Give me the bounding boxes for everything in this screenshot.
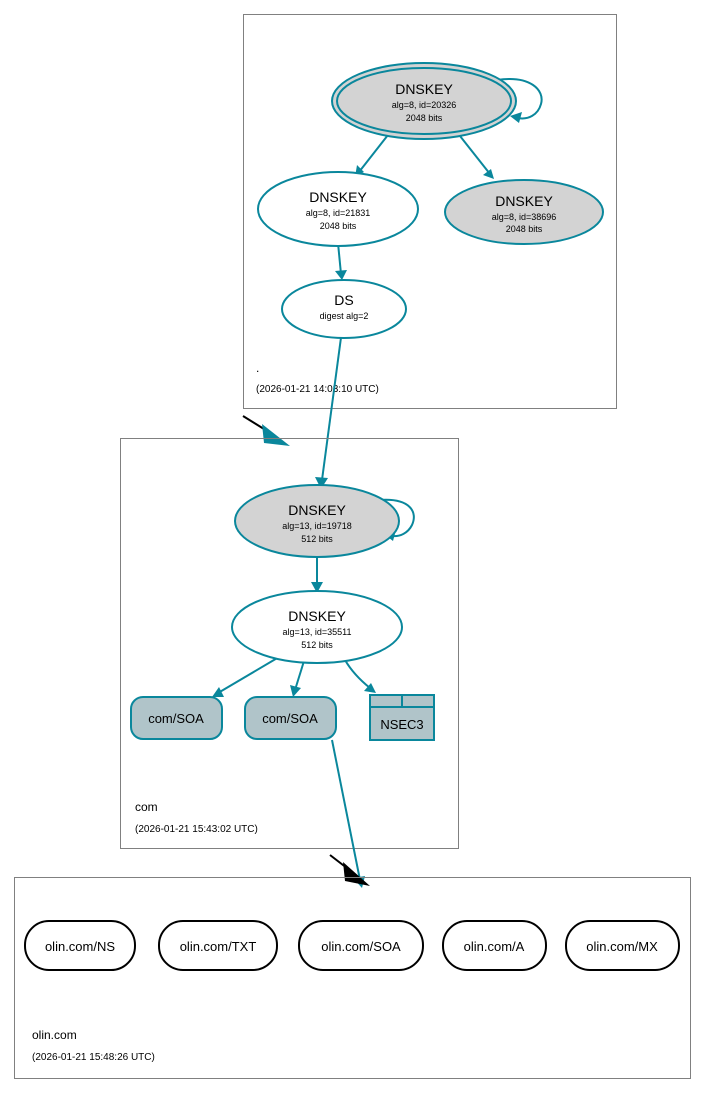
node-dnskey-ksk-19718-title: DNSKEY: [288, 502, 346, 518]
node-dnskey-35511-alg: alg=13, id=35511: [282, 627, 352, 637]
node-rrset-olin-soa-label: olin.com/SOA: [321, 939, 401, 954]
edge-ksk20326-to-zsk21831: [359, 135, 388, 172]
node-rrset-com-soa-1-label: com/SOA: [148, 711, 204, 726]
node-nsec3-label: NSEC3: [380, 717, 424, 732]
edge-com-zsk-to-nsec3: [345, 660, 370, 688]
edge-com-zsk-to-soa-2: [295, 661, 304, 690]
node-dnskey-21831-bits: 2048 bits: [319, 221, 357, 231]
node-ds-digest-alg-2[interactable]: [282, 280, 406, 338]
node-dnskey-ksk-20326-bits: 2048 bits: [405, 113, 443, 123]
zone-edge-root-to-com-arrow: [262, 424, 290, 446]
edge-com-zsk-to-soa-2-arrow: [290, 685, 301, 697]
node-dnskey-ksk-20326-title: DNSKEY: [395, 81, 453, 97]
node-dnskey-ksk-19718-bits: 512 bits: [301, 534, 333, 544]
node-dnskey-38696-alg: alg=8, id=38696: [491, 212, 557, 222]
node-dnskey-21831-alg: alg=8, id=21831: [305, 208, 371, 218]
node-dnskey-ksk-19718-alg: alg=13, id=19718: [282, 521, 352, 531]
node-rrset-olin-txt-label: olin.com/TXT: [179, 939, 257, 954]
zone-timestamp-olin: (2026-01-21 15:48:26 UTC): [32, 1052, 155, 1063]
edge-ds-to-com-dnskey: [322, 330, 342, 480]
node-dnskey-ksk-20326-alg: alg=8, id=20326: [391, 100, 457, 110]
node-dnskey-38696-bits: 2048 bits: [505, 224, 543, 234]
edge-com-zsk-to-soa-1-arrow: [212, 687, 224, 697]
zone-label-root: .: [256, 361, 260, 375]
node-rrset-com-soa-2-label: com/SOA: [262, 711, 318, 726]
node-dnskey-38696-title: DNSKEY: [495, 193, 553, 209]
node-rrset-olin-a-label: olin.com/A: [463, 939, 525, 954]
node-ds-title: DS: [334, 292, 354, 308]
zone-timestamp-com: (2026-01-21 15:43:02 UTC): [135, 824, 258, 835]
zone-label-olin: olin.com: [32, 1028, 77, 1042]
node-rrset-olin-ns-label: olin.com/NS: [44, 939, 116, 954]
node-rrset-olin-mx-label: olin.com/MX: [586, 939, 658, 954]
node-dnskey-35511-title: DNSKEY: [288, 608, 346, 624]
edge-com-zsk-to-soa-1: [218, 657, 279, 693]
edge-zsk21831-to-ds-arrow: [335, 270, 347, 280]
zone-box-olin: [15, 878, 691, 1079]
node-dnskey-35511-bits: 512 bits: [301, 640, 333, 650]
node-dnskey-21831-title: DNSKEY: [309, 189, 367, 205]
edge-zsk21831-to-ds: [338, 243, 341, 274]
zone-timestamp-root: (2026-01-21 14:03:10 UTC): [256, 384, 379, 395]
edge-ksk20326-to-zsk38696: [460, 136, 490, 174]
zone-label-com: com: [135, 800, 158, 814]
node-ds-digest: digest alg=2: [319, 311, 369, 321]
